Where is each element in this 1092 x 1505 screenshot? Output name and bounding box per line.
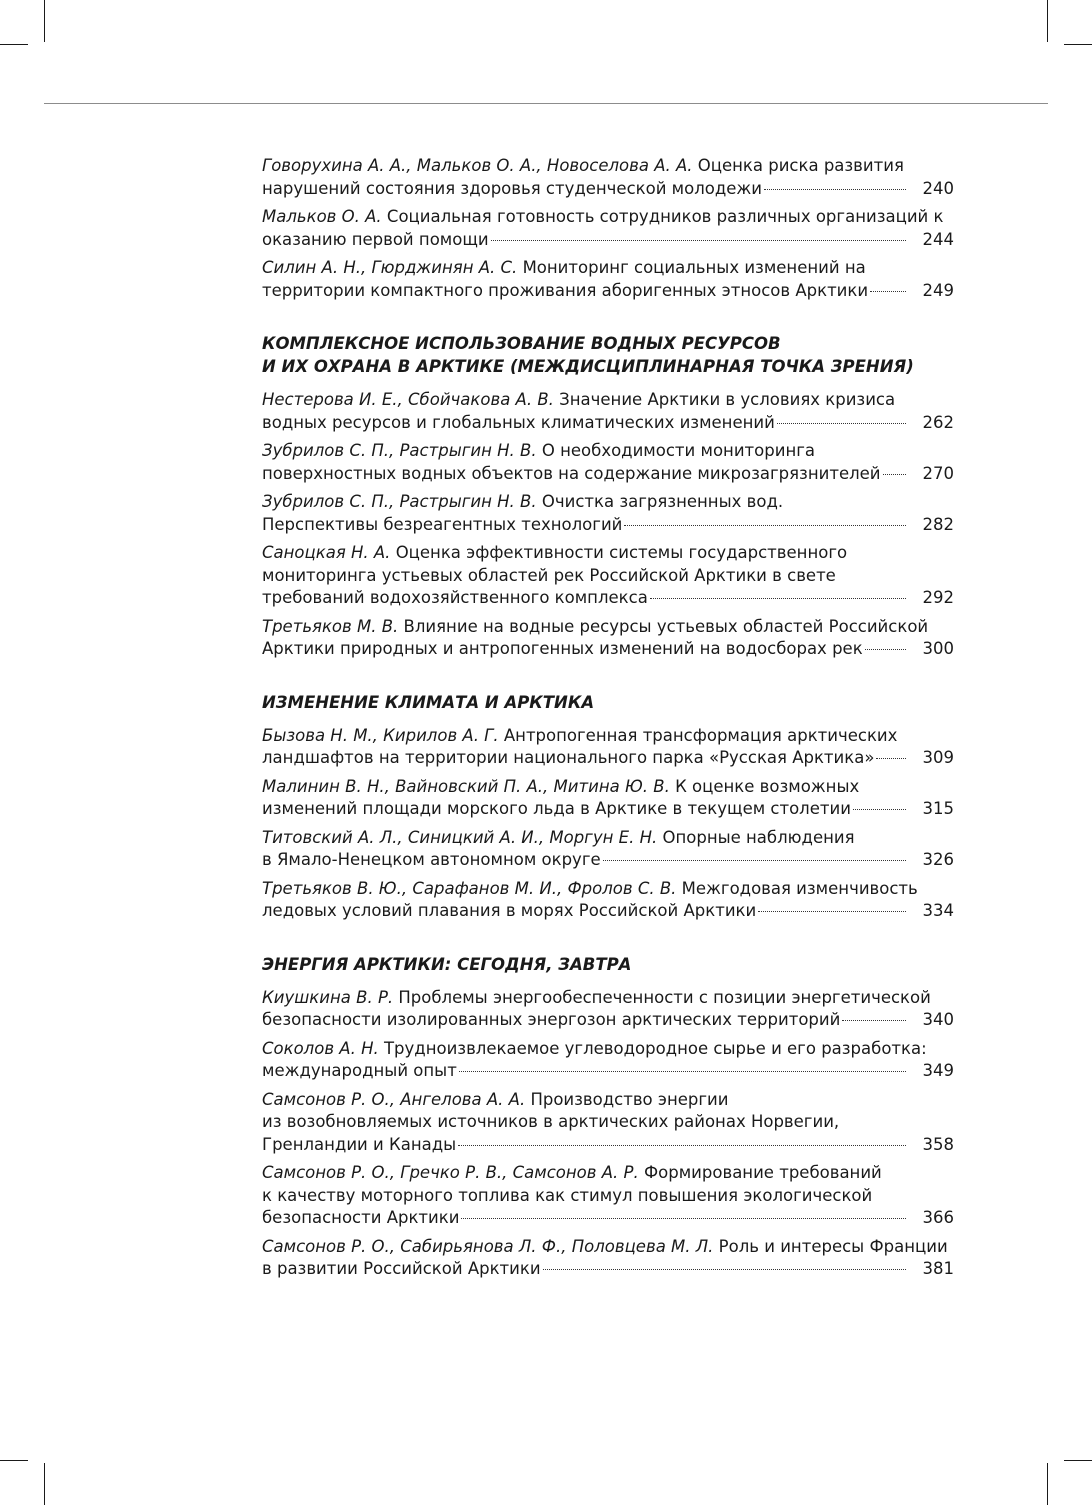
toc-entry[interactable] [262, 389, 954, 434]
entry-title-line: оказанию первой помощи [262, 229, 489, 249]
dot-leader [870, 291, 906, 292]
entry-authors: Самсонов Р. О., Ангелова А. А. [262, 1089, 526, 1109]
entry-title-line: Производство энергии [530, 1089, 729, 1109]
entry-title-line: мониторинга устьевых областей рек Российской Арктики в свете [262, 565, 836, 585]
entry-title-line: нарушений состояния здоровья студенческой молодежи [262, 178, 763, 198]
toc-entry[interactable] [262, 155, 954, 200]
page-number: 340 [922, 1010, 954, 1029]
page-number: 358 [922, 1134, 954, 1154]
table-of-contents [262, 155, 954, 1287]
entry-title-line: Гренландии и Канады [262, 1134, 457, 1154]
entry-title-line: Проблемы энергообеспеченности с позиции энергетической [398, 987, 931, 1007]
entry-authors: Зубрилов С. П., Растрыгин Н. В. [262, 492, 537, 511]
entry-title-line: Арктики природных и антропогенных изменений на водосборах рек [262, 639, 863, 658]
crop-mark [0, 1460, 28, 1461]
entry-title-line: международный опыт [262, 1061, 457, 1080]
entry-authors: Силин А. Н., Гюрджинян А. С. [262, 258, 518, 277]
entry-title-line: Роль и интересы Франции [718, 1236, 948, 1256]
entry-authors: Мальков О. А. [262, 207, 382, 226]
entry-title-line: Социальная готовность сотрудников различных организаций к [386, 207, 944, 226]
entry-title-line: водных ресурсов и глобальных климатических изменений [262, 412, 775, 432]
section-title: ИЗМЕНЕНИЕ КЛИМАТА И АРКТИКА [262, 692, 595, 712]
entry-authors: Третьяков М. В. [262, 616, 399, 636]
page-number: 270 [922, 463, 954, 483]
dot-leader [865, 649, 906, 650]
entry-title-line: ландшафтов на территории национального парка «Русская Арктика» [262, 748, 875, 767]
toc-entry[interactable] [262, 776, 954, 821]
page-number: 282 [922, 514, 954, 534]
entry-authors: Титовский А. Л., Синицкий А. И., Моргун Е. Н. [262, 827, 658, 847]
toc-entry[interactable] [262, 1236, 954, 1281]
entry-title-line: К оценке возможных [675, 776, 860, 796]
crop-mark [1064, 1460, 1092, 1461]
entry-authors: Самсонов Р. О., Гречко Р. В., Самсонов А. Р. [262, 1163, 639, 1182]
toc-section [262, 953, 954, 1281]
entry-title-line: Формирование требований [643, 1163, 882, 1182]
entry-title-line: безопасности изолированных энергозон арктических территорий [262, 1010, 841, 1029]
entry-title-line: Межгодовая изменчивость [681, 878, 918, 898]
section-title: ЭНЕРГИЯ АРКТИКИ: СЕГОДНЯ, ЗАВТРА [262, 954, 632, 974]
entry-authors: Соколов А. Н. [262, 1038, 379, 1058]
entry-authors: Нестерова И. Е., Сбойчакова А. В. [262, 390, 554, 409]
toc-entry[interactable] [262, 1089, 954, 1157]
page-number: 244 [922, 229, 954, 249]
toc-entry[interactable] [262, 542, 954, 610]
header-rule [44, 103, 1048, 104]
toc-entry[interactable] [262, 206, 954, 251]
dot-leader [459, 1071, 906, 1072]
crop-mark [1047, 1463, 1048, 1505]
entry-title-line: в развитии Российской Арктики [262, 1259, 541, 1278]
entry-title-line: Перспективы безреагентных технологий [262, 514, 623, 534]
toc-section [262, 155, 954, 302]
entry-authors: Малинин В. Н., Вайновский П. А., Митина Ю. В. [262, 776, 670, 796]
entry-title-line: Оценка эффективности системы государственного [395, 543, 848, 562]
entry-authors: Киушкина В. Р. [262, 987, 394, 1007]
entry-authors: Бызова Н. М., Кирилов А. Г. [262, 725, 499, 745]
page-number: 315 [922, 799, 954, 818]
entry-title-line: Антропогенная трансформация арктических [503, 725, 898, 745]
entry-title-line: Трудноизвлекаемое углеводородное сырье и его разработка: [383, 1038, 927, 1058]
entry-title-line: Мониторинг социальных изменений на [522, 258, 866, 277]
page-number: 300 [922, 639, 954, 658]
entry-title-line: из возобновляемых источников в арктических районах Норвегии, [262, 1112, 840, 1131]
dot-leader [543, 1269, 906, 1270]
page-number: 366 [922, 1208, 954, 1227]
section-title: КОМПЛЕКСНОЕ ИСПОЛЬЗОВАНИЕ ВОДНЫХ РЕСУРСОВ И ИХ ОХРАНА В АРКТИКЕ (МЕЖДИСЦИПЛИНАРНАЯ ТОЧКА ЗРЕНИЯ) [262, 334, 914, 376]
dot-leader [491, 240, 906, 241]
crop-mark [0, 44, 28, 45]
entry-authors: Третьяков В. Ю., Сарафанов М. И., Фролов С. В. [262, 878, 677, 898]
entry-authors: Самсонов Р. О., Сабирьянова Л. Ф., Половцева М. Л. [262, 1236, 714, 1256]
dot-leader [758, 911, 906, 912]
entry-title-line: ледовых условий плавания в морях Российской Арктики [262, 901, 757, 920]
toc-entry[interactable] [262, 257, 954, 302]
dot-leader [777, 423, 906, 424]
dot-leader [458, 1145, 906, 1146]
toc-entry[interactable] [262, 491, 954, 536]
dot-leader [764, 189, 906, 190]
dot-leader [650, 598, 906, 599]
toc-entry[interactable] [262, 1162, 954, 1230]
dot-leader [842, 1020, 906, 1021]
dot-leader [883, 474, 906, 475]
dot-leader [603, 860, 906, 861]
crop-mark [1047, 0, 1048, 42]
page-number: 326 [922, 850, 954, 869]
entry-title-line: О необходимости мониторинга [541, 441, 816, 460]
entry-title-line: территории компактного проживания аборигенных этносов Арктики [262, 280, 869, 300]
entry-authors: Саноцкая Н. А. [262, 543, 391, 562]
page-number: 349 [922, 1061, 954, 1080]
dot-leader [876, 758, 906, 759]
dot-leader [461, 1218, 906, 1219]
entry-title-line: поверхностных водных объектов на содержание микрозагрязнителей [262, 463, 881, 483]
page-number: 262 [922, 412, 954, 432]
toc-entry[interactable] [262, 987, 954, 1032]
page-number: 292 [922, 588, 954, 607]
page-number: 309 [922, 748, 954, 767]
entry-title-line: Значение Арктики в условиях кризиса [559, 390, 896, 409]
entry-title-line: Влияние на водные ресурсы устьевых областей Российской [403, 616, 929, 636]
entry-title-line: к качеству моторного топлива как стимул повышения экологической [262, 1185, 873, 1205]
crop-mark [44, 0, 45, 42]
page-number: 381 [922, 1259, 954, 1278]
crop-mark [44, 1463, 45, 1505]
toc-entry[interactable] [262, 440, 954, 485]
dot-leader [853, 809, 906, 810]
entry-title-line: в Ямало-Ненецком автономном округе [262, 850, 601, 869]
toc-entry[interactable] [262, 1038, 954, 1083]
toc-entry[interactable] [262, 827, 954, 872]
toc-section [262, 691, 954, 923]
entry-title-line: безопасности Арктики [262, 1208, 460, 1227]
entry-title-line: Опорные наблюдения [662, 827, 855, 847]
toc-entry[interactable] [262, 878, 954, 923]
entry-title-line: Оценка риска развития [697, 156, 904, 175]
entry-title-line: изменений площади морского льда в Арктике в текущем столетии [262, 799, 851, 818]
dot-leader [624, 525, 906, 526]
toc-entry[interactable] [262, 725, 954, 770]
entry-title-line: требований водохозяйственного комплекса [262, 588, 648, 607]
entry-authors: Зубрилов С. П., Растрыгин Н. В. [262, 441, 537, 460]
page-number: 249 [922, 280, 954, 300]
toc-section [262, 332, 954, 661]
toc-entry[interactable] [262, 616, 954, 661]
crop-mark [1064, 44, 1092, 45]
entry-authors: Говорухина А. А., Мальков О. А., Новоселова А. А. [262, 156, 693, 175]
entry-title-line: Очистка загрязненных вод. [541, 492, 784, 511]
page-number: 240 [922, 178, 954, 198]
page-number: 334 [922, 901, 954, 920]
